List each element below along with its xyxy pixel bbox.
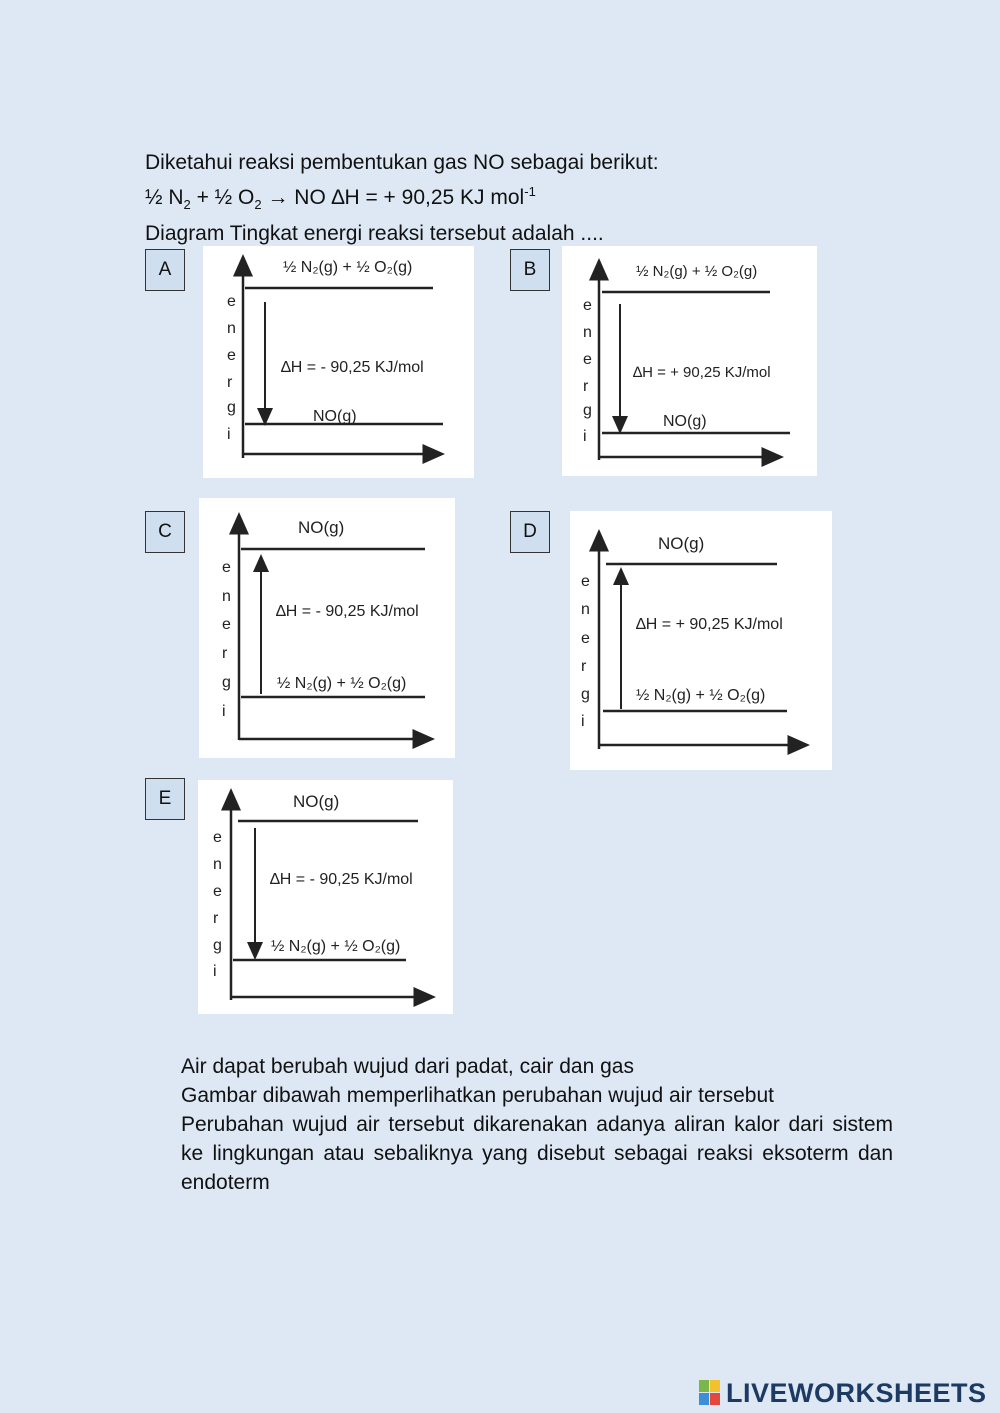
top-level-label: NO(g)	[658, 534, 705, 553]
liveworksheets-logo[interactable]	[698, 1377, 987, 1409]
svg-text:n: n	[581, 601, 590, 618]
axis-label-energi	[583, 297, 592, 445]
svg-text:r: r	[227, 374, 233, 391]
bottom-level-label: ½ N₂(g) + ½ O₂(g)	[271, 938, 401, 955]
question-line-1: Diketahui reaksi pembentukan gas NO sebagai berikut:	[145, 151, 659, 174]
svg-text:e: e	[583, 297, 592, 314]
brand-name: LIVEWORKSHEETS	[726, 1377, 987, 1408]
svg-text:n: n	[222, 588, 231, 605]
top-level-label: ½ N₂(g) + ½ O₂(g)	[636, 263, 758, 280]
svg-text:r: r	[222, 645, 228, 662]
axis-label-energi	[222, 559, 231, 720]
energy-diagram-a	[203, 246, 474, 478]
svg-text:e: e	[213, 829, 222, 846]
delta-h-label: ∆H = - 90,25 KJ/mol	[276, 603, 419, 620]
energy-diagram-c	[199, 498, 455, 758]
energy-diagram-b	[562, 246, 817, 476]
svg-text:n: n	[213, 856, 222, 873]
svg-text:g: g	[581, 686, 590, 703]
option-b-box[interactable]: B	[510, 249, 550, 291]
svg-text:e: e	[583, 351, 592, 368]
question-line-3: Diagram Tingkat energi reaksi tersebut adalah ....	[145, 222, 604, 246]
option-d-box[interactable]: D	[510, 511, 550, 553]
svg-text:e: e	[227, 293, 236, 310]
paragraph-line-3: Perubahan wujud air tersebut dikarenakan adanya aliran kalor dari sistem ke lingkungan atau sebaliknya yang disebut sebagai reaksi eksoterm dan endoterm	[181, 1113, 893, 1194]
svg-text:i: i	[227, 426, 231, 443]
svg-text:g: g	[583, 402, 592, 419]
info-paragraph	[181, 1052, 893, 1197]
svg-text:i: i	[222, 703, 226, 720]
delta-h-label: ∆H = + 90,25 KJ/mol	[636, 616, 783, 633]
svg-text:r: r	[581, 658, 587, 675]
svg-text:e: e	[222, 616, 231, 633]
option-a-box[interactable]: A	[145, 249, 185, 291]
svg-text:e: e	[222, 559, 231, 576]
axis-label-energi	[581, 573, 590, 730]
top-level-label: ½ N₂(g) + ½ O₂(g)	[283, 259, 413, 276]
svg-text:i: i	[581, 713, 585, 730]
svg-text:e: e	[227, 347, 236, 364]
option-c-box[interactable]: C	[145, 511, 185, 553]
bottom-level-label: ½ N₂(g) + ½ O₂(g)	[636, 687, 766, 704]
svg-text:r: r	[213, 910, 219, 927]
bottom-level-label: NO(g)	[663, 413, 707, 430]
question-text	[145, 148, 659, 248]
svg-text:e: e	[213, 883, 222, 900]
delta-h-label: ∆H = + 90,25 KJ/mol	[633, 364, 771, 381]
delta-h-label: ∆H = - 90,25 KJ/mol	[270, 871, 413, 888]
axis-label-energi	[213, 829, 222, 980]
bottom-level-label: ½ N₂(g) + ½ O₂(g)	[277, 675, 407, 692]
svg-text:r: r	[583, 378, 589, 395]
paragraph-line-1: Air dapat berubah wujud dari padat, cair dan gas	[181, 1055, 634, 1078]
svg-text:i: i	[213, 963, 217, 980]
svg-text:i: i	[583, 428, 587, 445]
energy-diagram-d	[570, 511, 832, 770]
bottom-level-label: NO(g)	[313, 408, 357, 425]
svg-text:g: g	[222, 674, 231, 691]
paragraph-line-2: Gambar dibawah memperlihatkan perubahan wujud air tersebut	[181, 1084, 775, 1107]
svg-text:n: n	[227, 320, 236, 337]
svg-text:g: g	[227, 399, 236, 416]
svg-text:e: e	[581, 573, 590, 590]
liveworksheets-logo-icon	[698, 1379, 722, 1407]
svg-text:e: e	[581, 630, 590, 647]
energy-diagram-e	[198, 780, 453, 1014]
top-level-label: NO(g)	[298, 518, 345, 537]
svg-text:n: n	[583, 324, 592, 341]
option-e-box[interactable]: E	[145, 778, 185, 820]
top-level-label: NO(g)	[293, 792, 340, 811]
reaction-equation: ½ $N_2$ + ½ $O_2$ → NO ∆H = + 90,25 KJ mol$^{-1}$	[145, 184, 536, 213]
delta-h-label: ∆H = - 90,25 KJ/mol	[281, 359, 424, 376]
svg-text:g: g	[213, 937, 222, 954]
axis-label-energi	[227, 293, 236, 443]
